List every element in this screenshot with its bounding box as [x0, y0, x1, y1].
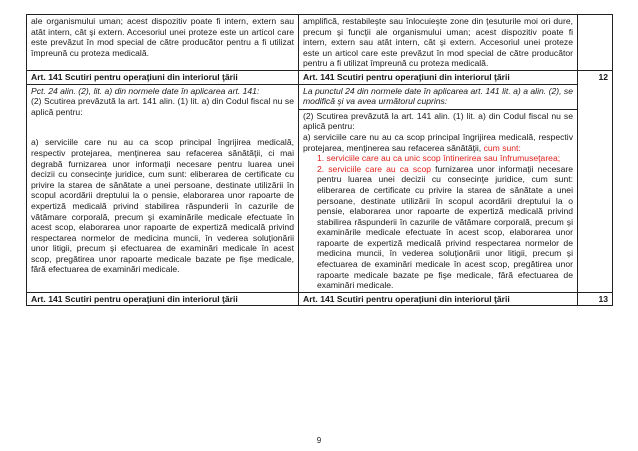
- norm-reference: Pct. 24 alin. (2), lit. a) din normele date în aplicarea art. 141:: [31, 85, 260, 96]
- row-number: 13: [578, 292, 613, 306]
- paragraph: (2) Scutirea prevăzută la art. 141 alin. (1) lit. a) din Codul fiscal nu se aplică pentru:: [303, 110, 573, 132]
- article-title: Art. 141 Scutiri pentru operaţiuni din interiorul ţării: [27, 292, 299, 306]
- right-cell: [299, 84, 578, 292]
- table-row: [27, 292, 613, 306]
- cell-text: amplifică, restabileşte sau înlocuieşte zone din ţesuturile moi ori dure, precum şi funcţii ale organismului uman; acest dispozitiv poate fi intern, extern sau atât intern, cât şi extern. Accesoriul unei proteze este un articol care este prevăzut în mod special de către producător pentru a fi utilizat împreună cu proteza medicală.: [303, 16, 573, 69]
- paragraph: (2) Scutirea prevăzută la art. 141 alin. (1) lit. a) din Codul fiscal nu se aplică pentru:: [31, 96, 294, 117]
- row-number: 12: [578, 70, 613, 292]
- inserted-text: cum sunt:: [483, 142, 521, 153]
- article-title: Art. 141 Scutiri pentru operaţiuni din interiorul ţării: [299, 70, 578, 84]
- cell-text: ale organismului uman; acest dispozitiv poate fi intern, extern sau atât intern, cât şi extern. Accesoriul unei proteze este un articol care este prevăzut în mod special de către producător pentru a fi utilizat împreună cu proteza medicală.: [31, 16, 294, 58]
- inserted-text: 2. serviciile care au ca scop: [317, 163, 432, 174]
- left-cell: [27, 15, 299, 71]
- article-title: Art. 141 Scutiri pentru operaţiuni din interiorul ţării: [27, 70, 299, 84]
- inserted-item: 1. serviciile care au ca unic scop întinerirea sau înfrumuseţarea;: [317, 153, 561, 164]
- table-row: [27, 84, 613, 292]
- divider: [299, 109, 577, 110]
- comparison-table: [26, 14, 613, 306]
- paragraph-text: furnizarea unor informaţii necesare pentru luarea unei decizii cu consecinţe juridice, cum sunt: eliberarea de certificate cu privire la starea de sănătate a unei persoane, destinate utilizării în scopul acordării dreptului la o pensie, elaborarea unor rapoarte de expertiză medicală privind stabilirea răspunderii în cazurile de vătămare corporală, precum şi examinările medicale efectuate în acest scop, elaborarea unor rapoarte de expertiză medicală privind respectarea normelor de medicina muncii, în vederea soluţionării unor litigii, precum şi efectuarea de examinări medicale în acest scop, pregătirea unor rapoarte medicale bazate pe fişe medicale, fără efectuarea de examinări medicale.: [317, 163, 574, 291]
- left-cell: [27, 84, 299, 292]
- number-cell: [578, 15, 613, 71]
- paragraph: [303, 164, 573, 291]
- page-number: 9: [316, 436, 322, 445]
- article-title: Art. 141 Scutiri pentru operaţiuni din interiorul ţării: [299, 292, 578, 306]
- paragraph: a) serviciile care nu au ca scop principal îngrijirea medicală, respectiv protejarea, menţinerea sau refacerea sănătăţii, ci mai degrabă furnizarea unor informaţii necesare pentru luarea unei decizii cu consecinţe juridice, cum sunt: eliberarea de certificate cu privire la starea de sănătate a unei persoane, destinate utilizării în scopul acordării dreptului la o pensie, elaborarea unor rapoarte de expertiză medicală privind stabilirea răspunderii în cazurile de vătămare corporală, precum şi examinările medicale efectuate în acest scop, elaborarea unor rapoarte de expertiză medicală privind respectarea normelor de medicina muncii, în vederea soluţionării unor litigii, precum şi efectuarea de examinări medicale în acest scop, pregătirea unor rapoarte medicale bazate pe fişe medicale, fără efectuarea de examinări medicale.: [31, 137, 294, 275]
- table-row: [27, 15, 613, 71]
- paragraph-text: a) serviciile care nu au ca scop principal îngrijirea medicală, respectiv protejarea, menţinerea sau refacerea sănătăţii,: [303, 131, 573, 153]
- table-row: [27, 70, 613, 84]
- amendment-intro: La punctul 24 din normele date în aplicarea art. 141 lit. a) a alin. (2), se modifică şi va avea următorul cuprins:: [303, 85, 573, 107]
- paragraph: [303, 132, 573, 153]
- right-cell: [299, 15, 578, 71]
